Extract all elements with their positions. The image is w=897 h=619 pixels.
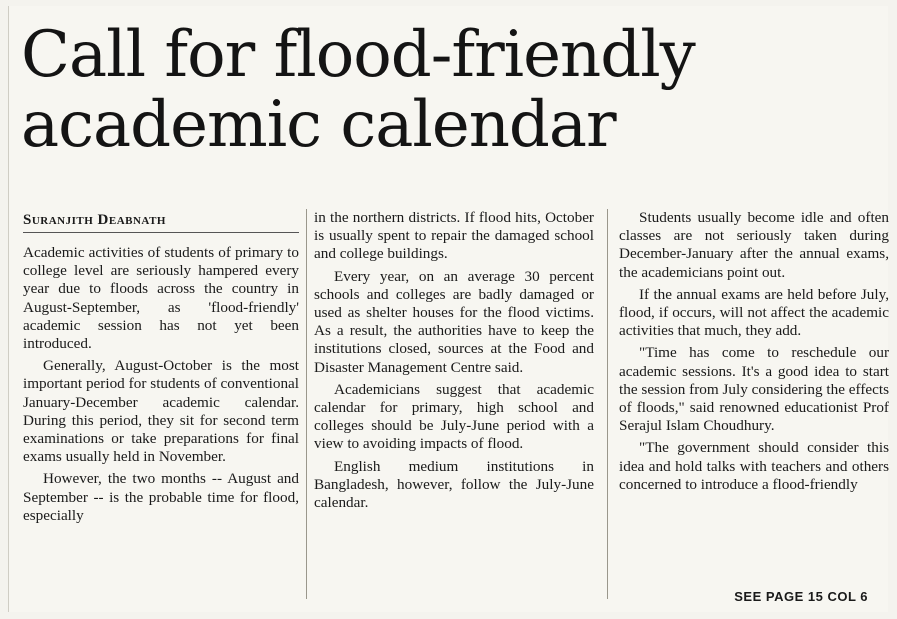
column-divider [306, 209, 307, 599]
paragraph: Academicians suggest that academic calendar for primary, high school and colleges should be July-June period with a view to avoiding impacts of flood. [314, 380, 594, 453]
headline-line-2: academic calendar [21, 88, 616, 162]
paragraph: Academic activities of students of primary to college level are seriously hampered every year due to floods across the country in August-September, as 'flood-friendly' academic session has not yet been introduced. [23, 244, 299, 353]
paragraph: Every year, on an average 30 percent schools and colleges are badly damaged or used as shelter houses for the flood victims. As a result, the authorities have to keep the institutions closed, sources at the Food and Disaster Management Centre said. [314, 267, 594, 376]
column-2 [314, 209, 594, 516]
byline-rule [23, 232, 299, 233]
continuation-note: SEE PAGE 15 COL 6 [734, 589, 868, 604]
paragraph: "Time has come to reschedule our academic sessions. It's a good idea to start the session from July considering the effects of floods," said renowned educationist Prof Serajul Islam Choudhury. [619, 344, 889, 435]
paragraph: However, the two months -- August and September -- is the probable time for flood, especially [23, 470, 299, 524]
paragraph: in the northern districts. If flood hits, October is usually spent to repair the damaged school and college buildings. [314, 209, 594, 263]
column-1 [23, 244, 299, 529]
paragraph: Students usually become idle and often classes are not seriously taken during December-January after the annual exams, the academicians point out. [619, 209, 889, 281]
paragraph: English medium institutions in Bangladesh, however, follow the July-June calendar. [314, 457, 594, 512]
newspaper-clipping [8, 6, 888, 612]
byline: Suranjith Deabnath [23, 212, 166, 228]
paragraph: If the annual exams are held before July, flood, if occurs, will not affect the academic activities that much, they add. [619, 285, 889, 340]
headline-line-1: Call for flood-friendly [21, 18, 695, 92]
headline [21, 20, 721, 160]
column-divider [607, 209, 608, 599]
column-3 [619, 209, 889, 498]
paragraph: "The government should consider this idea and hold talks with teachers and others concerned to introduce a flood-friendly [619, 439, 889, 493]
paragraph: Generally, August-October is the most important period for students of conventional January-December academic calendar. During this period, they sit for second term examinations or take preparations for final exams usually held in November. [23, 357, 299, 466]
